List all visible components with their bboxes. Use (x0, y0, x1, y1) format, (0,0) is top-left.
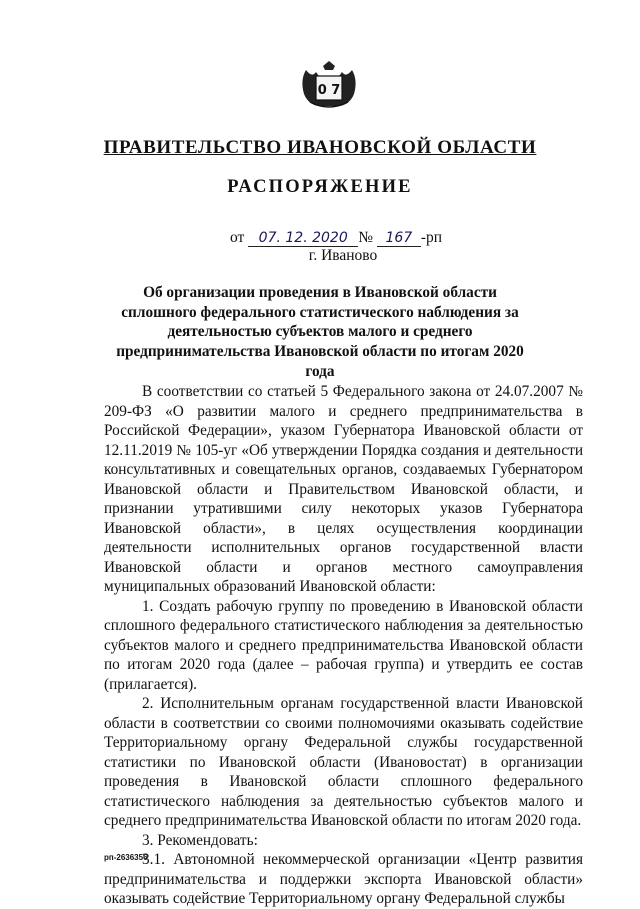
item-2-paragraph: 2. Исполнительным органам государственной власти Ивановской области в соответствии со своими полномочиями оказывать содействие Территориальному органу Федеральной службы государственной статистики по Ивановской области (Ивановостат) в организации проведения в Ивановской области сплошного федерального статистического наблюдения за деятельностью субъектов малого и среднего предпринимательства Ивановской области по итогам 2020 года. (104, 695, 583, 829)
number-prefix: № (358, 229, 373, 246)
date-number-line (230, 229, 442, 247)
coat-of-arms-emblem (296, 60, 362, 110)
document-code: рп-2636356 (104, 853, 148, 862)
document-subject: Об организации проведения в Ивановской области сплошного федерального статистического наблюдения за деятельностью субъектов малого и среднего предпринимательства Ивановской области по итогам 2020 года (116, 284, 524, 380)
document-number: 167 (377, 230, 421, 247)
item-3-paragraph: 3. Рекомендовать: (142, 831, 258, 849)
number-suffix: -рп (420, 229, 443, 246)
document-type-title: РАСПОРЯЖЕНИЕ (227, 177, 413, 197)
svg-text:0 7: 0 7 (317, 83, 341, 98)
document-body (104, 382, 583, 909)
preamble-paragraph: В соответствии со статьей 5 Федерального закона от 24.07.2007 № 209-ФЗ «О развитии малого и среднего предпринимательства в Российской Федерации», указом Губернатора Ивановской области от 12.11.2019 № 105-уг «Об утверждении Порядка создания и деятельности консультативных и совещательных органов, создаваемых Губернатором Ивановской области и Правительством Ивановской области, и признании утратившими силу некоторых указов Губернатора Ивановской области», в целях осуществления координации деятельности исполнительных органов государственной власти Ивановской области и органов местного самоуправления муниципальных образований Ивановской области: (104, 383, 583, 595)
city-line: г. Иваново (308, 247, 378, 264)
item-1-paragraph: 1. Создать рабочую группу по проведению в Ивановской области сплошного федерального статистического наблюдения за деятельностью субъектов малого и среднего предпринимательства Ивановской области по итогам 2020 года (далее – рабочая группа) и утвердить ее состав (прилагается). (104, 597, 583, 693)
organization-title: ПРАВИТЕЛЬСТВО ИВАНОВСКОЙ ОБЛАСТИ (103, 137, 537, 158)
document-date: 07. 12. 2020 (248, 230, 358, 247)
item-3-1-paragraph: 3.1. Автономной некоммерческой организации «Центр развития предпринимательства и поддержки экспорта Ивановской области» оказывать содействие Территориальному органу Федеральной службы (104, 851, 583, 907)
date-prefix: от (230, 229, 245, 246)
